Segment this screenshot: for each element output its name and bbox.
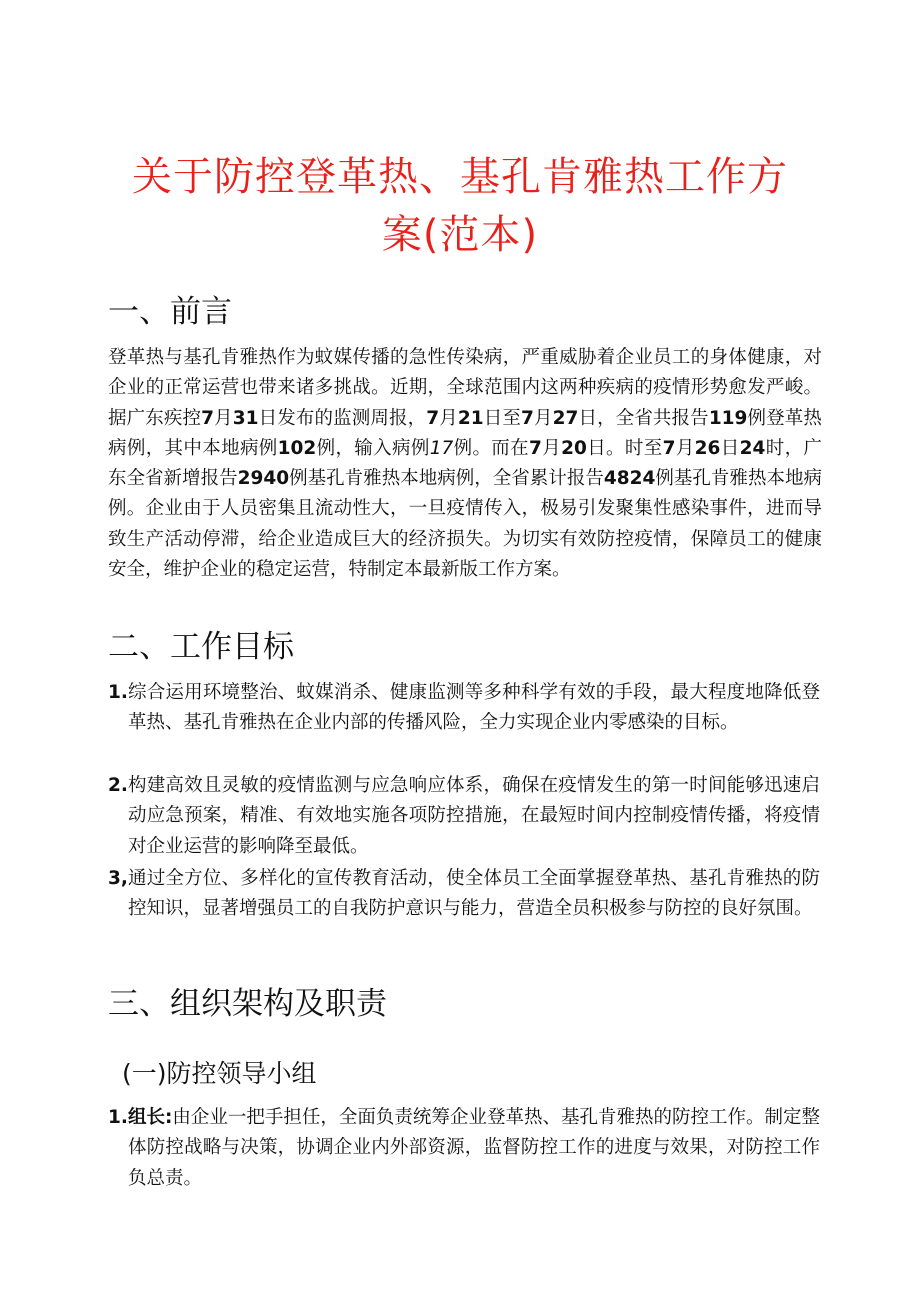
goal-item-3: [108, 864, 820, 925]
preface-text: 登革热与基孔肯雅热作为蚊媒传播的急性传染病，严重威胁着企业员工的身体健康，对企业的正常运营也带来诸多挑战。近期，全球范围内这两种疾病的疫情形势愈发严峻。据广东疾控: [108, 347, 822, 429]
goal-number: 2.: [108, 775, 128, 796]
preface-text: 月: [541, 437, 562, 459]
preface-number: 2940: [237, 468, 290, 490]
preface-number: 7: [662, 437, 676, 459]
preface-text: 日发布的监测周报，: [258, 407, 427, 429]
title-line-2: 案(范本): [381, 212, 539, 258]
preface-number: 7: [520, 407, 534, 429]
preface-text: 月: [439, 407, 458, 429]
preface-text: 日: [720, 437, 740, 459]
preface-number: 31: [232, 407, 259, 429]
goal-number: 1.: [108, 682, 128, 703]
preface-number: 17: [429, 437, 454, 459]
preface-number: 26: [694, 437, 721, 459]
section-heading-goals: 二、工作目标: [108, 629, 294, 665]
preface-text: 月: [675, 437, 695, 459]
section-heading-preface: 一、前言: [108, 294, 232, 330]
preface-text: 月: [533, 407, 553, 429]
item-text: 由企业一把手担任，全面负责统筹企业登革热、基孔肯雅热的防控工作。制定整体防控战略与决策，协调企业内外部资源，监督防控工作的进度与效果，对防控工作负总责。: [128, 1107, 820, 1189]
preface-paragraph: [108, 343, 822, 585]
subsection-heading-leadership: (一)防控领导小组: [122, 1059, 317, 1088]
preface-number: 119: [708, 407, 748, 429]
preface-number: 102: [277, 437, 317, 459]
preface-number: 21: [457, 407, 484, 429]
document-title: [100, 148, 820, 264]
goal-item-1: [108, 678, 820, 739]
preface-number: 20: [561, 437, 587, 459]
preface-text: 日，全省共报告: [578, 407, 709, 429]
goal-text: 通过全方位、多样化的宣传教育活动，使全体员工全面掌握登革热、基孔肯雅热的防控知识，显著增强员工的自我防护意识与能力，营造全员积极参与防控的良好氛围。: [128, 868, 820, 920]
section-heading-organization: 三、组织架构及职责: [108, 986, 387, 1022]
goal-item-2: [108, 771, 820, 862]
preface-text: 例。而在: [453, 437, 530, 459]
goal-text: 构建高效且灵敏的疫情监测与应急响应体系，确保在疫情发生的第一时间能够迅速启动应急预案，精准、有效地实施各项防控措施，在最短时间内控制疫情传播，将疫情对企业运营的影响降至最低。: [128, 775, 820, 857]
preface-number: 7: [426, 407, 440, 429]
preface-text: 时，广东全省新增报告: [108, 437, 822, 490]
preface-text: 例，输入病例: [316, 437, 430, 459]
item-label: 组长:: [128, 1107, 173, 1128]
preface-number: 4824: [603, 468, 656, 490]
preface-text: 例登革热病例，其中本地病例: [108, 407, 822, 459]
preface-number: 27: [552, 407, 579, 429]
preface-text: 例基孔肯雅热本地病例。企业由于人员密集且流动性大，一旦疫情传入，极易引发聚集性感染事件，进而导致生产活动停滞，给企业造成巨大的经济损失。为切实有效防控疫情，保障员工的健康安全，维护企业的稳定运营，特制定本最新版工作方案。: [108, 468, 822, 581]
title-line-1: 关于防控登革热、基孔肯雅热工作方: [132, 154, 788, 200]
preface-number: 24: [739, 437, 766, 459]
preface-text: 例基孔肯雅热本地病例，全省累计报告: [289, 468, 604, 490]
preface-text: 日至: [483, 407, 521, 429]
item-number: 1.: [108, 1107, 128, 1128]
leadership-item-1: [108, 1103, 820, 1194]
preface-text: 月: [213, 407, 233, 429]
goal-number: 3,: [108, 868, 128, 889]
goal-text: 综合运用环境整治、蚊媒消杀、健康监测等多种科学有效的手段，最大程度地降低登革热、基孔肯雅热在企业内部的传播风险，全力实现企业内零感染的目标。: [128, 682, 820, 734]
preface-number: 7: [529, 437, 542, 459]
preface-number: 7: [201, 407, 214, 429]
preface-text: 日。时至: [586, 437, 663, 459]
